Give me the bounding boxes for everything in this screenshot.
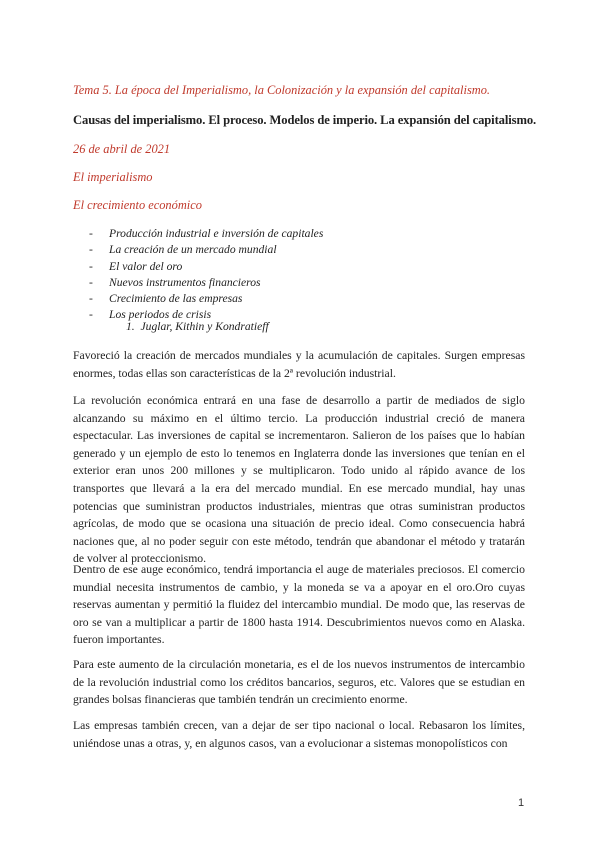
list-item-text: El valor del oro [109, 259, 183, 273]
paragraph: Dentro de ese auge económico, tendrá importancia el auge de materiales preciosos. El comercio mundial necesita instrumentos de cambio, y la moneda se va a apoyar en el oro.Oro cuyas reservas aumentan y permitió la fluidez del intercambio mundial. De modo que, las reservas de oro se van a multiplicar a partir de 1800 hasta 1914. Descubrimientos nuevos como en Alaska. fueron importantes. [73, 563, 525, 647]
paragraph: Favoreció la creación de mercados mundiales y la acumulación de capitales. Surgen empresas enormes, todas ellas son características de la 2ª revolución industrial. [73, 349, 525, 380]
paragraph: Las empresas también crecen, van a dejar de ser tipo nacional o local. Rebasaron los límites, uniéndose unas a otras, y, en algunos casos, van a evolucionar a sistemas monopolísticos con [73, 719, 525, 750]
list-item-text: Los periodos de crisis [109, 308, 212, 322]
dash-marker: - [89, 292, 93, 306]
subtitle-heading: Causas del imperialismo. El proceso. Modelos de imperio. La expansión del capitalismo. [73, 113, 537, 127]
list-item [89, 226, 323, 242]
list-item-text: Crecimiento de las empresas [109, 292, 243, 306]
paragraph: La revolución económica entrará en una fase de desarrollo a partir de mediados de siglo alcanzando su máximo en el último tercio. La producción industrial creció de manera espectacular. Las inversiones de capital se incrementaron. Salieron de los países que lo habían generado y un ejemplo de esto lo tenemos en Inglaterra donde las inversiones que tenían en el exterior eran unos 200 millones y se multiplicaron. Todo unido al rápido avance de los transportes que llevará a la era del mercado mundial. En ese mercado mundial, hay unas potencias que suministran productos industriales, mientras que otras suministran productos agrícolas, de modo que se ocasiona una situación de precio ideal. Como consecuencia habrá naciones que, al no poder seguir con este método, tendrán que abandonar el método y tratarán de volver al proteccionismo. [73, 394, 525, 566]
dash-marker: - [89, 259, 93, 273]
list-item [89, 259, 323, 275]
topic-title: Tema 5. La época del Imperialismo, la Colonización y la expansión del capitalismo. [73, 83, 491, 97]
dash-marker: - [89, 243, 93, 257]
list-item [89, 275, 323, 291]
list-item-text: Producción industrial e inversión de capitales [109, 227, 324, 240]
page-number: 1 [518, 797, 525, 809]
topic-bullet-list [89, 226, 323, 324]
dash-marker: - [89, 275, 93, 289]
dash-marker: - [89, 227, 93, 240]
date-line: 26 de abril de 2021 [73, 142, 171, 156]
section-heading: El imperialismo [73, 170, 153, 184]
list-item-text: La creación de un mercado mundial [109, 243, 277, 257]
list-item [89, 291, 323, 307]
list-item-text: Nuevos instrumentos financieros [109, 275, 261, 289]
list-item [89, 242, 323, 258]
numbered-marker: 1. [126, 320, 135, 333]
subsection-heading: El crecimiento económico [73, 198, 202, 212]
dash-marker: - [89, 308, 93, 322]
paragraph: Para este aumento de la circulación monetaria, es el de los nuevos instrumentos de intercambio de la revolución industrial como los créditos bancarios, seguros, etc. Valores que se estudian en grandes bolsas financieras que también tendrán un crecimiento enorme. [73, 658, 525, 707]
numbered-subitem [126, 320, 269, 333]
numbered-text: Juglar, Kithin y Kondratieff [140, 320, 269, 333]
